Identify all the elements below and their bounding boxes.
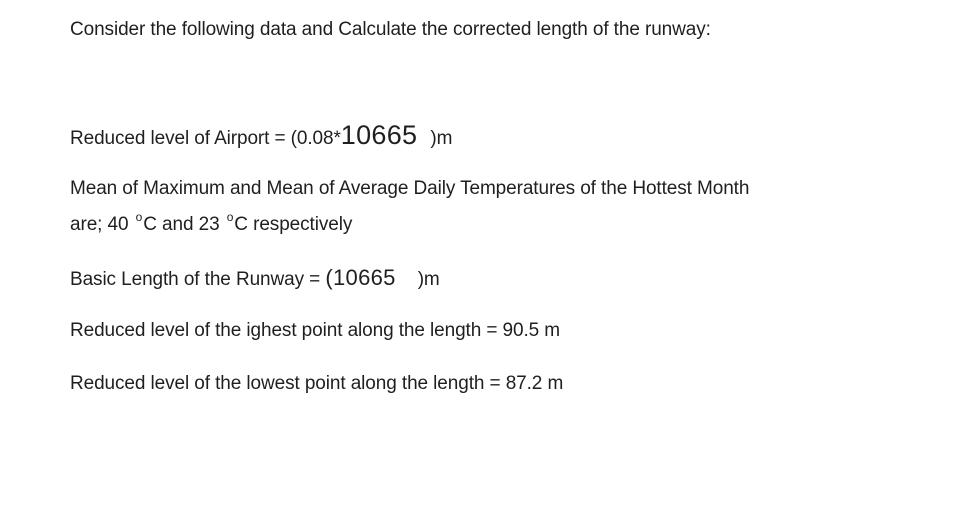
temperatures-part-3: C respectively bbox=[234, 214, 353, 235]
lowest-point: Reduced level of the lowest point along the length = 87.2 m bbox=[70, 373, 564, 394]
basic-length-value: 10665 bbox=[333, 265, 396, 290]
degree-symbol: o bbox=[226, 210, 234, 224]
reduced-level-airport-value: 10665 bbox=[340, 120, 418, 150]
reduced-level-airport-suffix: )m bbox=[430, 128, 453, 149]
temperatures-line-2 bbox=[70, 210, 353, 238]
basic-length bbox=[70, 266, 440, 292]
reduced-level-airport-prefix: Reduced level of Airport = (0.08* bbox=[70, 128, 341, 149]
temperatures-part-2: C and 23 bbox=[143, 214, 225, 235]
highest-point: Reduced level of the ighest point along the length = 90.5 m bbox=[70, 320, 561, 341]
basic-length-prefix: Basic Length of the Runway = bbox=[70, 269, 326, 290]
basic-length-open-paren: ( bbox=[325, 265, 333, 290]
degree-symbol: o bbox=[135, 210, 143, 224]
temperatures-line-1: Mean of Maximum and Mean of Average Daily Temperatures of the Hottest Month bbox=[70, 178, 750, 199]
question-intro: Consider the following data and Calculate the corrected length of the runway: bbox=[70, 19, 711, 40]
reduced-level-airport bbox=[70, 120, 453, 151]
basic-length-suffix: )m bbox=[417, 269, 440, 290]
temperatures-part-1: are; 40 bbox=[70, 214, 134, 235]
